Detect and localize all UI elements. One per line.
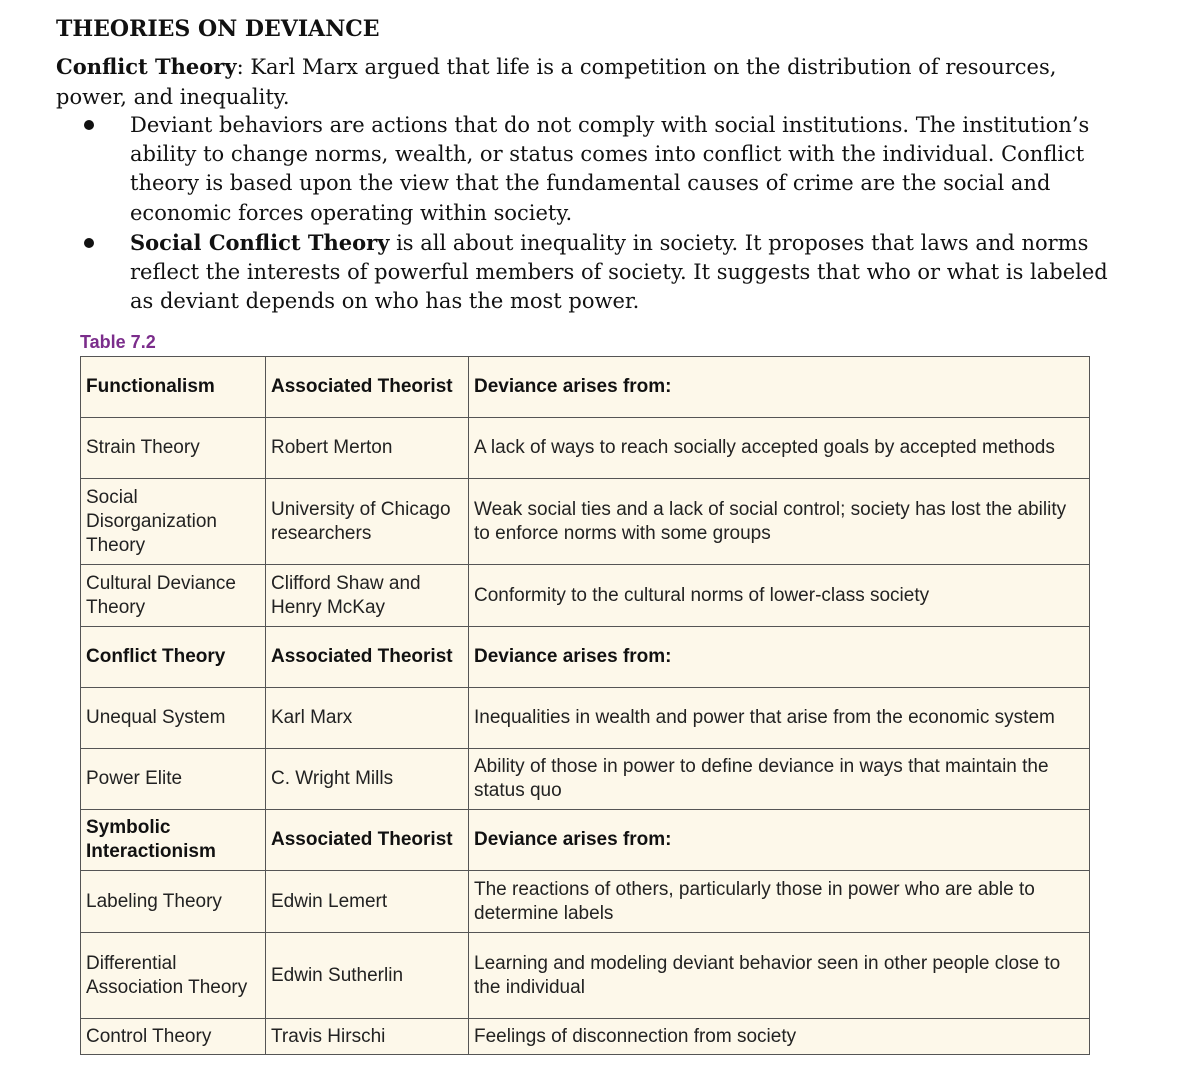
cell-theorist: Karl Marx xyxy=(266,688,469,749)
cell-theory: Strain Theory xyxy=(81,418,266,479)
cell-deviance-source: Inequalities in wealth and power that arise from the economic system xyxy=(469,688,1090,749)
cell-theory: Functionalism xyxy=(81,357,266,418)
cell-deviance-source: The reactions of others, particularly those in power who are able to determine labels xyxy=(469,871,1090,933)
cell-theory: Conflict Theory xyxy=(81,627,266,688)
cell-theory: Cultural Deviance Theory xyxy=(81,565,266,627)
table-header-row xyxy=(81,627,1090,688)
cell-deviance-source: Ability of those in power to define deviance in ways that maintain the status quo xyxy=(469,749,1090,810)
table-row xyxy=(81,688,1090,749)
page-title: THEORIES ON DEVIANCE xyxy=(56,16,380,42)
intro-paragraph xyxy=(56,52,1116,112)
cell-theorist: Associated Theorist xyxy=(266,810,469,871)
cell-theory: Differential Association Theory xyxy=(81,933,266,1019)
table-row xyxy=(81,565,1090,627)
cell-theorist: Travis Hirschi xyxy=(266,1019,469,1055)
table-row xyxy=(81,749,1090,810)
cell-theorist: C. Wright Mills xyxy=(266,749,469,810)
bullet-text: is all about inequality in society. It proposes that laws and norms reflect the interests of powerful members of society. It suggests that who or what is labeled as deviant depends on who has the most power. xyxy=(130,230,1108,314)
cell-theorist: Edwin Sutherlin xyxy=(266,933,469,1019)
bullet-list xyxy=(56,110,1136,316)
table-row xyxy=(81,1019,1090,1055)
cell-deviance-source: A lack of ways to reach socially accepted goals by accepted methods xyxy=(469,418,1090,479)
cell-deviance-source: Deviance arises from: xyxy=(469,357,1090,418)
cell-theory: Power Elite xyxy=(81,749,266,810)
table-caption: Table 7.2 xyxy=(80,332,156,352)
cell-theory: Control Theory xyxy=(81,1019,266,1055)
cell-theorist: Edwin Lemert xyxy=(266,871,469,933)
table-row xyxy=(81,418,1090,479)
bullet-dot-icon xyxy=(84,238,94,248)
table-row xyxy=(81,933,1090,1019)
table-header-row xyxy=(81,810,1090,871)
cell-theory: Labeling Theory xyxy=(81,871,266,933)
cell-theorist: Associated Theorist xyxy=(266,357,469,418)
cell-theory: Symbolic Interactionism xyxy=(81,810,266,871)
intro-term: Conflict Theory xyxy=(56,54,237,79)
bullet-item xyxy=(56,110,1136,228)
cell-theorist: Associated Theorist xyxy=(266,627,469,688)
cell-deviance-source: Feelings of disconnection from society xyxy=(469,1019,1090,1055)
deviance-table xyxy=(80,356,1090,1055)
bullet-bold: Social Conflict Theory xyxy=(130,229,390,255)
cell-deviance-source: Deviance arises from: xyxy=(469,810,1090,871)
cell-theorist: Clifford Shaw and Henry McKay xyxy=(266,565,469,627)
table-row xyxy=(81,871,1090,933)
table-row xyxy=(81,479,1090,565)
bullet-dot-icon xyxy=(84,120,94,130)
bullet-item xyxy=(56,228,1136,317)
cell-deviance-source: Weak social ties and a lack of social control; society has lost the ability to enforce norms with some groups xyxy=(469,479,1090,565)
bullet-text: Deviant behaviors are actions that do not comply with social institutions. The institution’s ability to change norms, wealth, or status comes into conflict with the individual. Conflict theory is based upon the view that the fundamental causes of crime are the social and economic forces operating within society. xyxy=(130,113,1090,225)
cell-theory: Social Disorganization Theory xyxy=(81,479,266,565)
cell-deviance-source: Conformity to the cultural norms of lower-class society xyxy=(469,565,1090,627)
cell-deviance-source: Learning and modeling deviant behavior seen in other people close to the individual xyxy=(469,933,1090,1019)
cell-theorist: Robert Merton xyxy=(266,418,469,479)
cell-theorist: University of Chicago researchers xyxy=(266,479,469,565)
table-header-row xyxy=(81,357,1090,418)
cell-deviance-source: Deviance arises from: xyxy=(469,627,1090,688)
intro-text: : Karl Marx argued that life is a competition on the distribution of resources, power, and inequality. xyxy=(56,55,1057,109)
cell-theory: Unequal System xyxy=(81,688,266,749)
